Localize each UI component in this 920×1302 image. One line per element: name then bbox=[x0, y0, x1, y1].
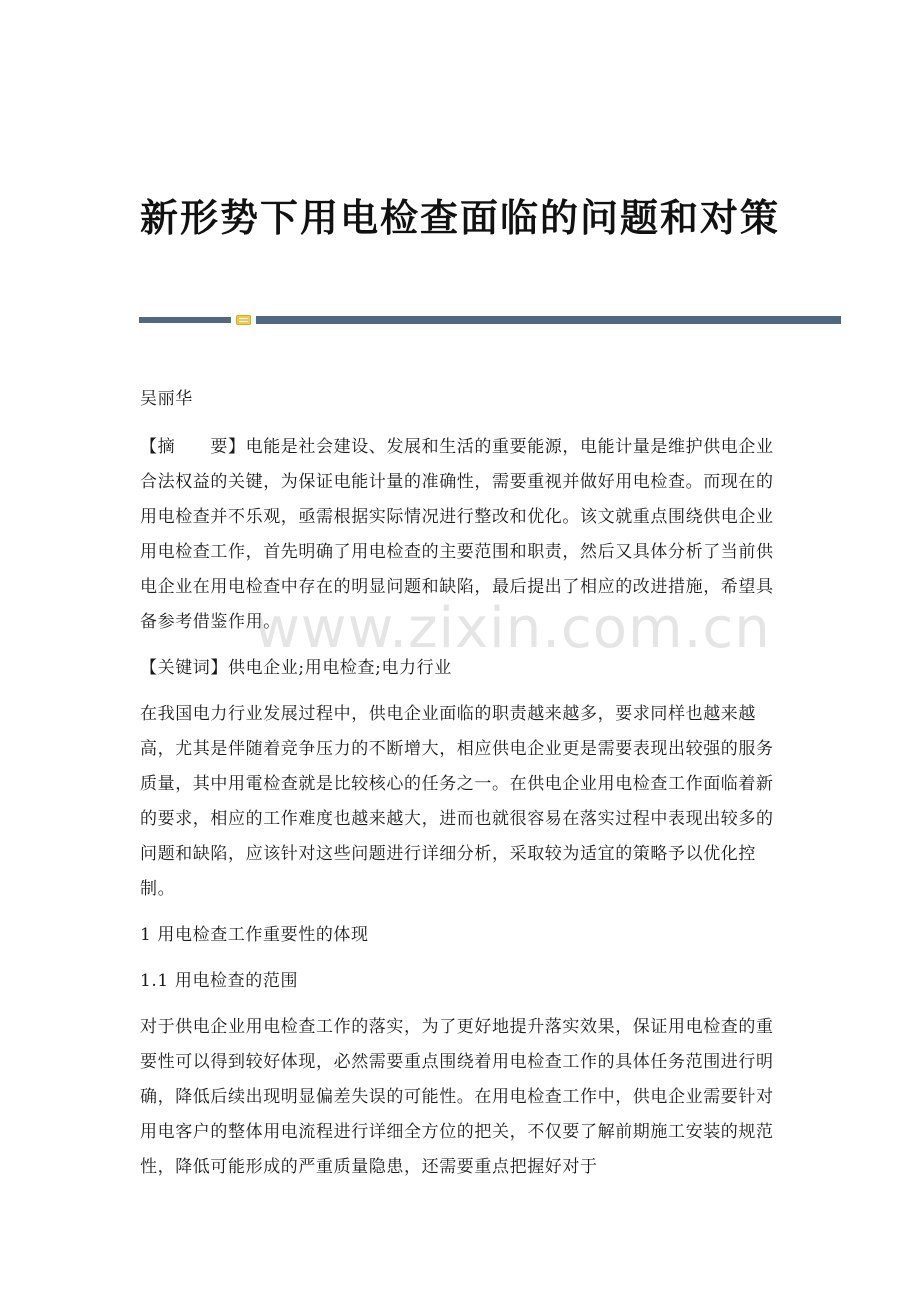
divider-bar-right bbox=[256, 316, 841, 324]
abstract-label: 【摘 要】 bbox=[140, 437, 246, 457]
section-heading: 1 用电检查工作重要性的体现 bbox=[140, 925, 369, 945]
abstract-text: 电能是社会建设、发展和生活的重要能源，电能计量是维护供电企业合法权益的关键，为保证电能计量的准确性，需要重视并做好用电检查。而现在的用电检查并不乐观，亟需根据实际情况进行整改和优化。该文就重点围绕供电企业用电检查工作，首先明确了用电检查的主要范围和职责，然后又具体分析了当前供电企业在用电检查中存在的明显问题和缺陷，最后提出了相应的改进措施，希望具备参考借鉴作用。 bbox=[140, 437, 774, 632]
keywords-paragraph bbox=[140, 651, 780, 686]
divider-bar-left bbox=[139, 317, 231, 323]
document-title: 新形势下用电检查面临的问题和对策 bbox=[139, 195, 780, 240]
keywords-text: 供电企业;用电检查;电力行业 bbox=[228, 658, 452, 678]
subsection-heading: 1.1 用电检查的范围 bbox=[140, 971, 299, 991]
document-body bbox=[140, 382, 780, 1196]
divider-ornament-icon bbox=[236, 315, 251, 325]
watermark: www.zixin.com.cn bbox=[254, 596, 771, 661]
keywords-label: 【关键词】 bbox=[140, 658, 228, 678]
intro-paragraph: 在我国电力行业发展过程中，供电企业面临的职责越来越多，要求同样也越来越高，尤其是伴随着竞争压力的不断增大，相应供电企业更是需要表现出较强的服务质量，其中用電检查就是比较核心的任务之一。在供电企业用电检查工作面临着新的要求，相应的工作难度也越来越大，进而也就很容易在落实过程中表现出较多的问题和缺陷，应该针对这些问题进行详细分析，采取较为适宜的策略予以优化控制。 bbox=[140, 704, 774, 899]
title-divider bbox=[139, 315, 841, 325]
author: 吴丽华 bbox=[140, 389, 193, 409]
abstract-paragraph bbox=[140, 430, 780, 640]
section-paragraph: 对于供电企业用电检查工作的落实，为了更好地提升落实效果，保证用电检查的重要性可以得到较好体现，必然需要重点围绕着用电检查工作的具体任务范围进行明确，降低后续出现明显偏差失误的可能性。在用电检查工作中，供电企业需要针对用电客户的整体用电流程进行详细全方位的把关，不仅要了解前期施工安装的规范性，降低可能形成的严重质量隐患，还需要重点把握好对于 bbox=[140, 1017, 774, 1177]
